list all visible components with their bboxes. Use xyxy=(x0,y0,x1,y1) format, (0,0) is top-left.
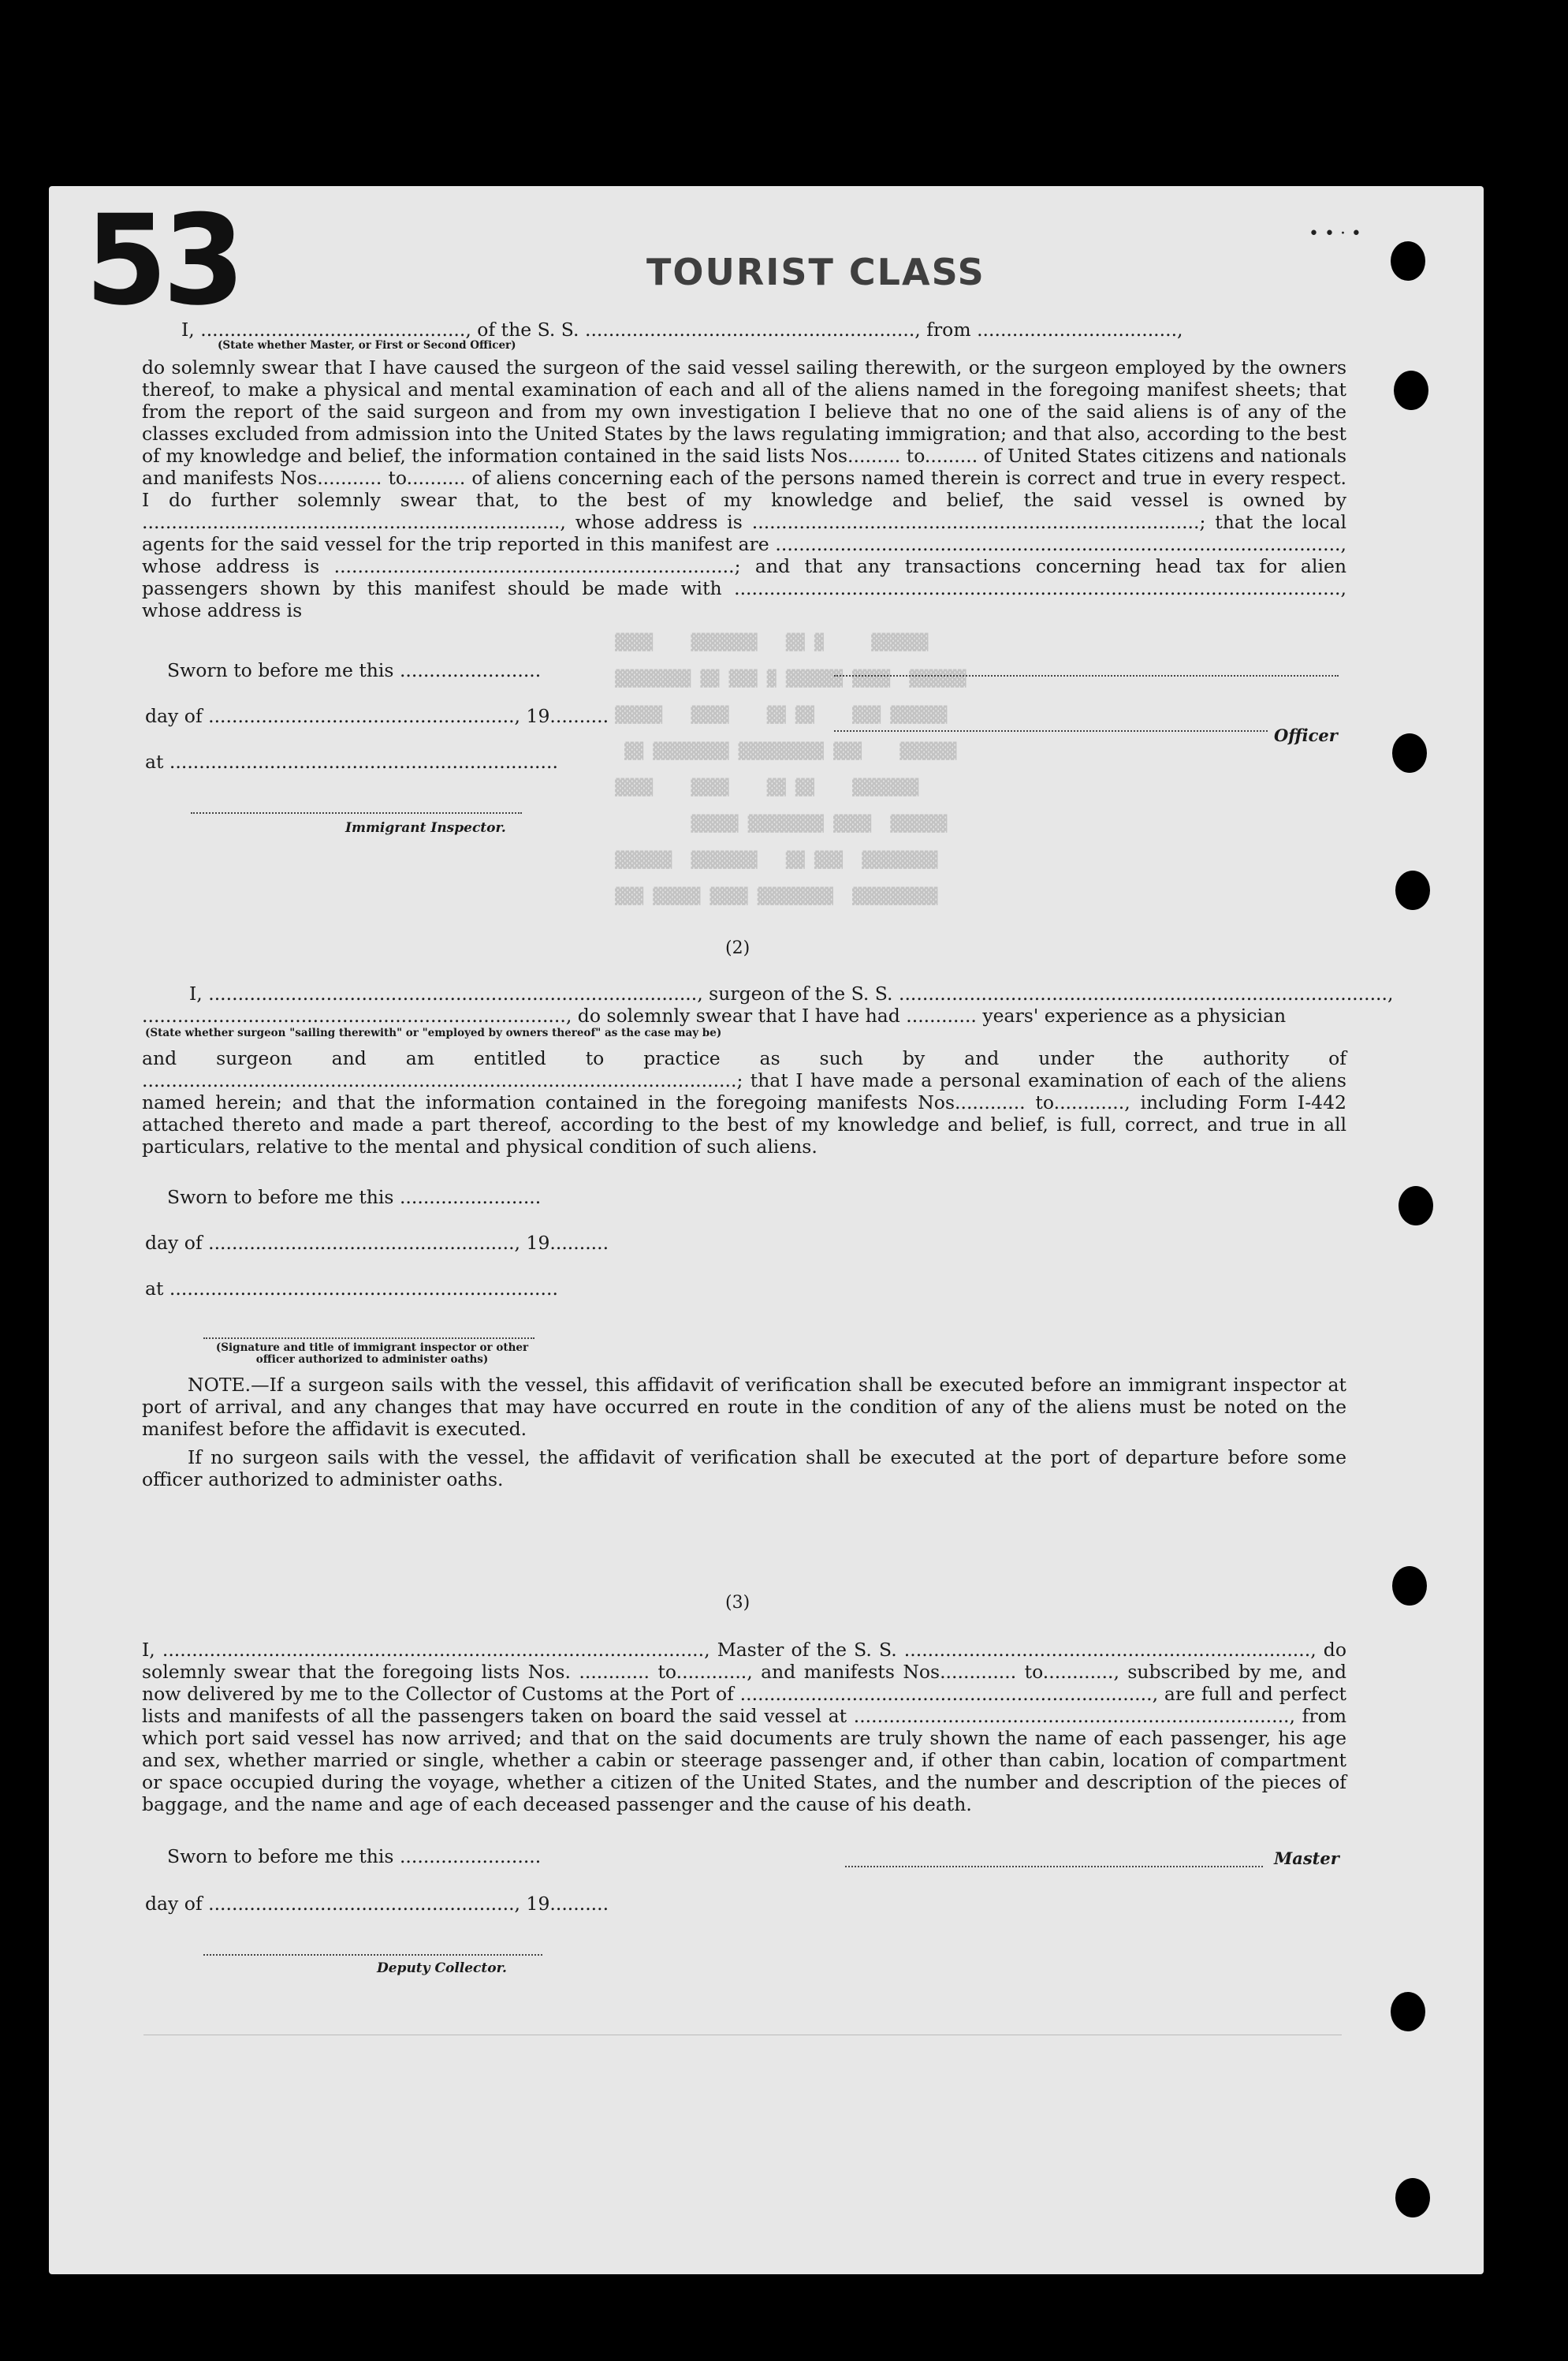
section1-day: day of ...................................................., 19.......... xyxy=(145,705,609,727)
section3-body: I, ............................................................................................, Master of the S. S. ....................................................................., do solemnly swear that the foregoing lists Nos. ............ to............, and manifests Nos............. to............, subscribed by me, and now delivered by me to the Collector of Customs at the Port of ......................................................................, are full and perfect lists and manifests of all the passengers taken on board the said vessel at .........................................................................., from which port said vessel has now arrived; and that on the said documents are truly shown the name of each passenger, his age and sex, whether married or single, whether a cabin or steerage passenger and, if other than cabin, location of compartment or space occupied during the voyage, whether a citizen of the United States, and the number and description of the pieces of baggage, and the name and age of each deceased passenger and the cause of his death. xyxy=(142,1639,1346,1815)
section2-oath-line-2: ........................................................................, do solemnly swear that I have had ............ years' experience as a physician xyxy=(142,1005,1287,1027)
collector-signature-line xyxy=(203,1954,542,1956)
officer-label: Officer xyxy=(1274,725,1338,745)
collector-label: Deputy Collector. xyxy=(377,1960,507,1976)
ink-marks: • • · • xyxy=(1309,224,1361,244)
class-header-stamp: TOURIST CLASS xyxy=(646,251,985,293)
inspector-signature-line xyxy=(191,812,522,814)
punch-hole xyxy=(1394,371,1428,410)
section2-signature-caption: (Signature and title of immigrant inspector or other officer authorized to administer oaths) xyxy=(215,1341,529,1366)
bleed-through-text: ▓▓▓▓ ▓▓▓▓▓▓▓ ▓▓ ▓ ▓▓▓▓▓▓ ▓▓▓▓▓▓▓▓ ▓▓ ▓▓▓ ▓ ▓▓▓▓▓▓ ▓▓▓▓ ▓▓▓▓▓▓ ▓▓▓▓▓ ▓▓▓▓ ▓▓ ▓▓ ▓▓▓ ▓▓▓▓▓▓ ▓▓ ▓▓▓▓▓▓▓▓ ▓▓▓▓▓▓▓▓▓ ▓▓▓ ▓▓▓▓▓▓ ▓▓▓▓ ▓▓▓▓ ▓▓ ▓▓ ▓▓▓▓▓▓▓ ▓▓▓▓▓ ▓▓▓▓▓▓▓▓ ▓▓▓▓ ▓▓▓▓▓▓ ▓▓▓▓▓▓ ▓▓▓▓▓▓▓ ▓▓ ▓▓▓ ▓▓▓▓▓▓▓▓ ▓▓▓ ▓▓▓▓▓ ▓▓▓▓ ▓▓▓▓▓▓▓▓ ▓▓▓▓▓▓▓▓▓ xyxy=(615,632,966,905)
punch-hole xyxy=(1395,2178,1430,2217)
section2-note-2: If no surgeon sails with the vessel, the affidavit of verification shall be executed at the port of departure before some officer authorized to administer oaths. xyxy=(142,1446,1346,1490)
section3-day: day of ...................................................., 19.......... xyxy=(145,1893,609,1915)
section2-signature-line xyxy=(203,1337,534,1339)
punch-hole xyxy=(1392,733,1427,773)
section1-oath-caption: (State whether Master, or First or Second Officer) xyxy=(218,339,516,352)
section2-day: day of ...................................................., 19.......... xyxy=(145,1232,609,1254)
section3-sworn: Sworn to before me this ........................ xyxy=(167,1845,542,1867)
punch-hole xyxy=(1391,241,1425,281)
punch-hole xyxy=(1392,1566,1427,1606)
master-signature-line xyxy=(845,1866,1263,1867)
section1-body: do solemnly swear that I have caused the surgeon of the said vessel sailing therewith, or the surgeon employed by the owners thereof, to make a physical and mental examination of each and all of the aliens named in the foregoing manifest sheets; that from the report of the said surgeon and from my own investigation I believe that no one of the said aliens is of any of the classes excluded from admission into the United States by the laws regulating immigration; and that also, according to the best of my knowledge and belief, the information contained in the said lists Nos......... to......... of United States citizens and nationals and manifests Nos........... to.......... of aliens concerning each of the persons named therein is correct and true in every respect. I do further solemnly swear that, to the best of my knowledge and belief, the said vessel is owned by ......................................................................., whose address is ............................................................................; that the local agents for the said vessel for the trip reported in this manifest are ................................................................................................, whose address is ....................................................................; and that any transactions concerning head tax for alien passengers shown by this manifest should be made with ......................................................................................................., whose address is xyxy=(142,356,1346,621)
officer-signature-line-2 xyxy=(834,730,1268,732)
punch-hole xyxy=(1395,871,1430,910)
section2-sworn: Sworn to before me this ........................ xyxy=(167,1186,542,1208)
section3-number: (3) xyxy=(725,1593,750,1613)
master-label: Master xyxy=(1274,1848,1339,1868)
page-number-stamp: 53 xyxy=(85,188,240,334)
section1-oath-line: I, ............................................., of the S. S. ........................................................, from .................................., xyxy=(181,319,1183,341)
punch-hole xyxy=(1391,1992,1425,2031)
section2-at: at .................................................................. xyxy=(145,1277,558,1300)
section2-oath-caption: (State whether surgeon "sailing therewith" or "employed by owners thereof" as the case may be) xyxy=(145,1027,722,1039)
section2-number: (2) xyxy=(725,938,750,958)
section1-sworn: Sworn to before me this ........................ xyxy=(167,659,542,681)
section2-body: and surgeon and am entitled to practice as such by and under the authority of .....................................................................................................; that I have made a personal examination of each of the aliens named herein; and that the information contained in the foregoing manifests Nos............ to............, including Form I-442 attached thereto and made a part thereof, according to the best of my knowledge and belief, is full, correct, and true in all particulars, relative to the mental and physical condition of such aliens. xyxy=(142,1047,1346,1158)
punch-hole xyxy=(1399,1186,1433,1225)
inspector-label: Immigrant Inspector. xyxy=(345,820,506,836)
section2-note: NOTE.—If a surgeon sails with the vessel, this affidavit of verification shall be executed before an immigrant inspector at port of arrival, and any changes that may have occurred en route in the condition of any of the aliens must be noted on the manifest before the affidavit is executed. xyxy=(142,1374,1346,1440)
section1-at: at .................................................................. xyxy=(145,751,558,773)
section2-oath-line: I, ..................................................................................., surgeon of the S. S. ..................................................................................., xyxy=(189,983,1394,1005)
officer-signature-line xyxy=(834,675,1339,677)
